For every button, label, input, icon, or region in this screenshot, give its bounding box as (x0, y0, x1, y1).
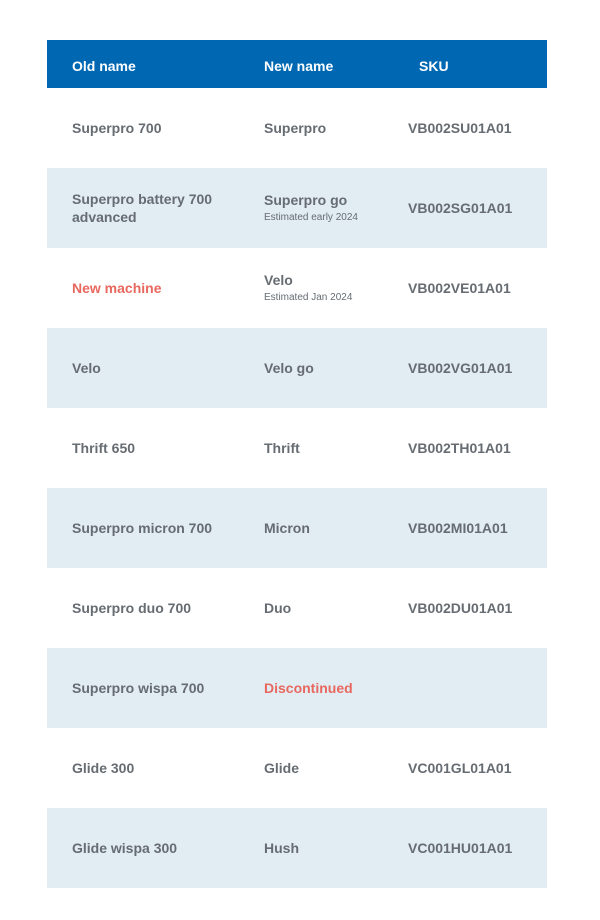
sku-cell (408, 648, 543, 728)
sku-cell: VB002DU01A01 (408, 600, 513, 616)
old-name-cell: Superpro micron 700 (72, 520, 213, 536)
table-row (47, 488, 547, 568)
header-new-name: New name (264, 58, 334, 74)
table-row (47, 568, 547, 648)
new-name-cell (264, 248, 399, 328)
product-rename-table (47, 40, 547, 888)
table-row (47, 728, 547, 808)
sku-cell: VB002SU01A01 (408, 120, 512, 136)
old-name-cell: Superpro 700 (72, 120, 162, 136)
table-row (47, 328, 547, 408)
table-header (47, 40, 547, 88)
new-name-cell (264, 88, 399, 168)
old-name-cell: Superpro duo 700 (72, 600, 192, 616)
new-name: Superpro (264, 120, 327, 136)
release-estimate: Estimated early 2024 (264, 212, 358, 223)
new-name-cell (264, 808, 399, 888)
sku-cell: VB002TH01A01 (408, 440, 511, 456)
new-name-cell (264, 488, 399, 568)
sku-cell: VC001GL01A01 (408, 760, 512, 776)
table-row (47, 248, 547, 328)
old-name-cell: Glide 300 (72, 760, 135, 776)
new-name-cell-discontinued (264, 648, 399, 728)
table-row (47, 648, 547, 728)
new-name: Thrift (264, 440, 300, 456)
sku-cell: VB002MI01A01 (408, 520, 508, 536)
old-name-cell-new-machine: New machine (72, 280, 162, 296)
header-sku: SKU (419, 58, 449, 74)
sku-cell: VC001HU01A01 (408, 840, 513, 856)
sku-cell: VB002VE01A01 (408, 280, 511, 296)
new-name-cell (264, 568, 399, 648)
old-name-cell: Glide wispa 300 (72, 840, 178, 856)
table-row (47, 168, 547, 248)
new-name: Glide (264, 760, 300, 776)
new-name-cell (264, 728, 399, 808)
old-name-cell: Thrift 650 (72, 440, 136, 456)
release-estimate: Estimated Jan 2024 (264, 292, 353, 303)
sku-cell: VB002VG01A01 (408, 360, 513, 376)
table-row (47, 408, 547, 488)
table-row (47, 808, 547, 888)
new-name: Velo go (264, 360, 314, 376)
sku-cell: VB002SG01A01 (408, 200, 513, 216)
old-name-cell: Velo (72, 360, 101, 376)
table-row (47, 88, 547, 168)
new-name: Discontinued (264, 680, 353, 696)
new-name: Micron (264, 520, 310, 536)
header-old-name: Old name (72, 58, 136, 74)
new-name-cell (264, 168, 399, 248)
new-name: Velo (264, 272, 293, 288)
new-name: Duo (264, 600, 292, 616)
old-name-cell: Superpro battery 700 advanced (72, 191, 213, 225)
new-name-cell (264, 328, 399, 408)
new-name: Hush (264, 840, 299, 856)
old-name-cell: Superpro wispa 700 (72, 680, 205, 696)
new-name-cell (264, 408, 399, 488)
new-name: Superpro go (264, 192, 348, 208)
